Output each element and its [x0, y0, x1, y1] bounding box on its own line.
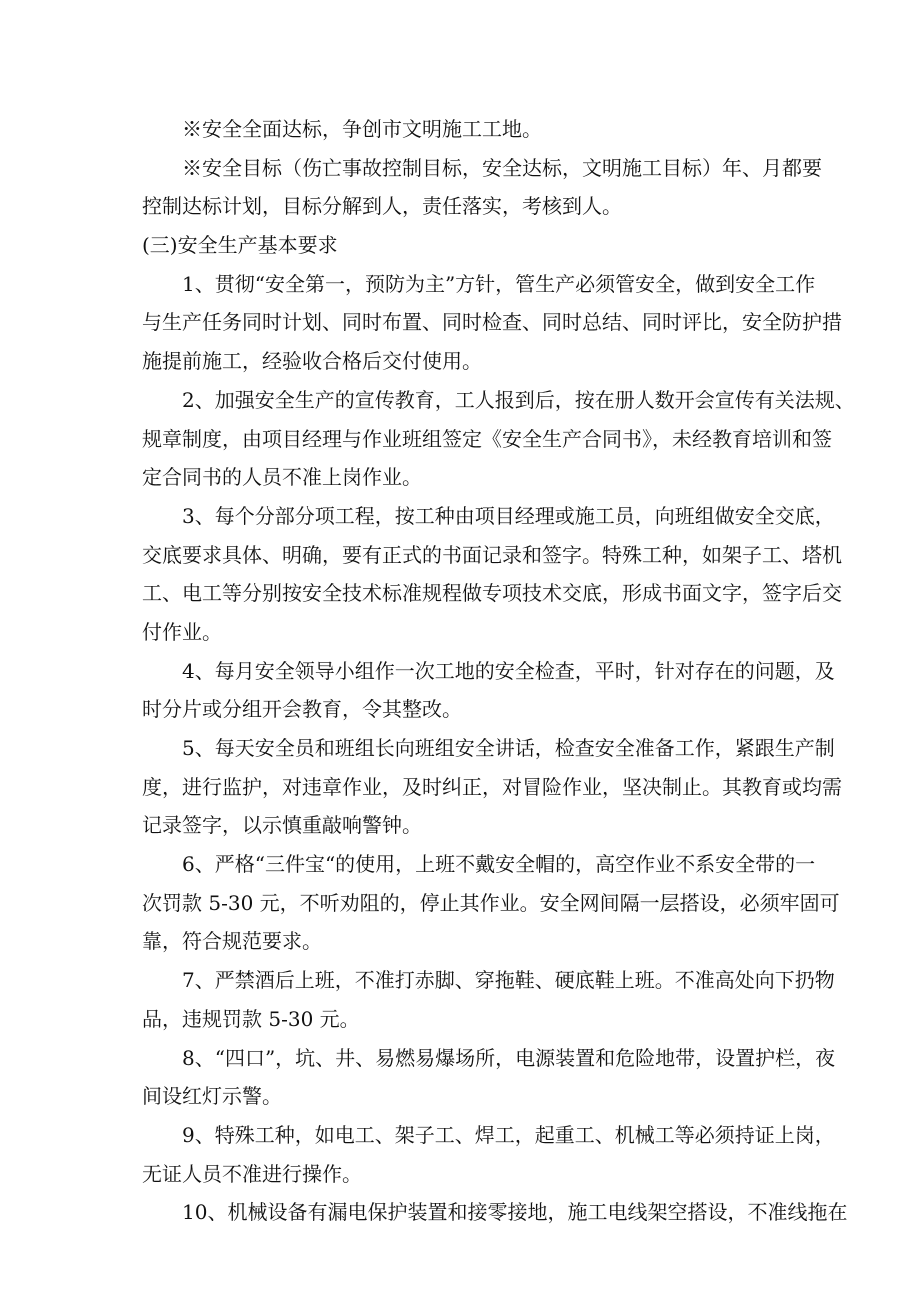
text-line-item-8-end: 间设红灯示警。 [142, 1084, 282, 1109]
text-line-item-3-cont: 工、电工等分别按安全技术标准规程做专项技术交底，形成书面文字，签字后交 [142, 581, 842, 606]
text-line-item-3-end: 付作业。 [142, 619, 222, 644]
text-line-item-5: 5、每天安全员和班组长向班组安全讲话，检查安全准备工作，紧跟生产制 [182, 736, 835, 760]
text-line-item-7-end: 品，违规罚款 5-30 元。 [142, 1006, 360, 1031]
section-heading: (三)安全生产基本要求 [142, 233, 338, 258]
text-line-item-1: 1、贯彻“安全第一，预防为主”方针，管生产必须管安全，做到安全工作 [182, 271, 816, 296]
text-line-item-7: 7、严禁酒后上班，不准打赤脚、穿拖鞋、硬底鞋上班。不准高处向下扔物 [182, 968, 835, 993]
text-line-item-4-end: 时分片或分组开会教育，令其整改。 [142, 697, 462, 722]
text-line-item-6: 6、严格“三件宝“的使用，上班不戴安全帽的，高空作业不系安全带的一 [182, 852, 816, 877]
text-line-item-1-cont: 与生产任务同时计划、同时布置、同时检查、同时总结、同时评比，安全防护措 [142, 310, 842, 335]
text-line-goal-2: ※安全目标（伤亡事故控制目标，安全达标，文明施工目标）年、月都要 [182, 155, 822, 180]
text-line-item-6-end: 靠，符合规范要求。 [142, 929, 322, 954]
text-line-item-3-cont: 交底要求具体、明确，要有正式的书面记录和签字。特殊工种，如架子工、塔机 [142, 542, 842, 567]
text-line-item-9-end: 无证人员不准进行操作。 [142, 1161, 362, 1186]
text-line-item-8: 8、“四口”，坑、井、易燃易爆场所，电源装置和危险地带，设置护栏，夜 [182, 1045, 836, 1070]
text-line-item-1-end: 施提前施工，经验收合格后交付使用。 [142, 349, 482, 374]
text-line-item-2-end: 定合同书的人员不准上岗作业。 [142, 465, 422, 490]
text-line-item-6-cont: 次罚款 5-30 元，不听劝阻的，停止其作业。安全网间隔一层搭设，必须牢固可 [142, 890, 840, 915]
text-line-goal-2-cont: 控制达标计划，目标分解到人，责任落实，考核到人。 [142, 194, 622, 219]
text-line-item-10: 10、机械设备有漏电保护装置和接零接地，施工电线架空搭设，不准线拖在 [182, 1200, 848, 1225]
text-line-item-9: 9、特殊工种，如电工、架子工、焊工，起重工、机械工等必须持证上岗， [182, 1122, 835, 1147]
text-line-item-3: 3、每个分部分项工程，按工种由项目经理或施工员，向班组做安全交底， [182, 503, 835, 528]
text-line-item-5-cont: 度，进行监护，对违章作业，及时纠正，对冒险作业，坚决制止。其教育或均需 [142, 774, 842, 799]
text-line-item-5-end: 记录签字，以示慎重敲响警钟。 [142, 813, 422, 838]
text-line-item-2: 2、加强安全生产的宣传教育，工人报到后，按在册人数开会宣传有关法规、 [182, 387, 855, 412]
text-line-item-4: 4、每月安全领导小组作一次工地的安全检查，平时，针对存在的问题，及 [182, 658, 835, 683]
text-line-item-2-cont: 规章制度，由项目经理与作业班组签定《安全生产合同书》，未经教育培训和签 [142, 426, 832, 451]
text-line-goal-1: ※安全全面达标，争创市文明施工工地。 [182, 117, 542, 141]
document-body [142, 110, 855, 1232]
